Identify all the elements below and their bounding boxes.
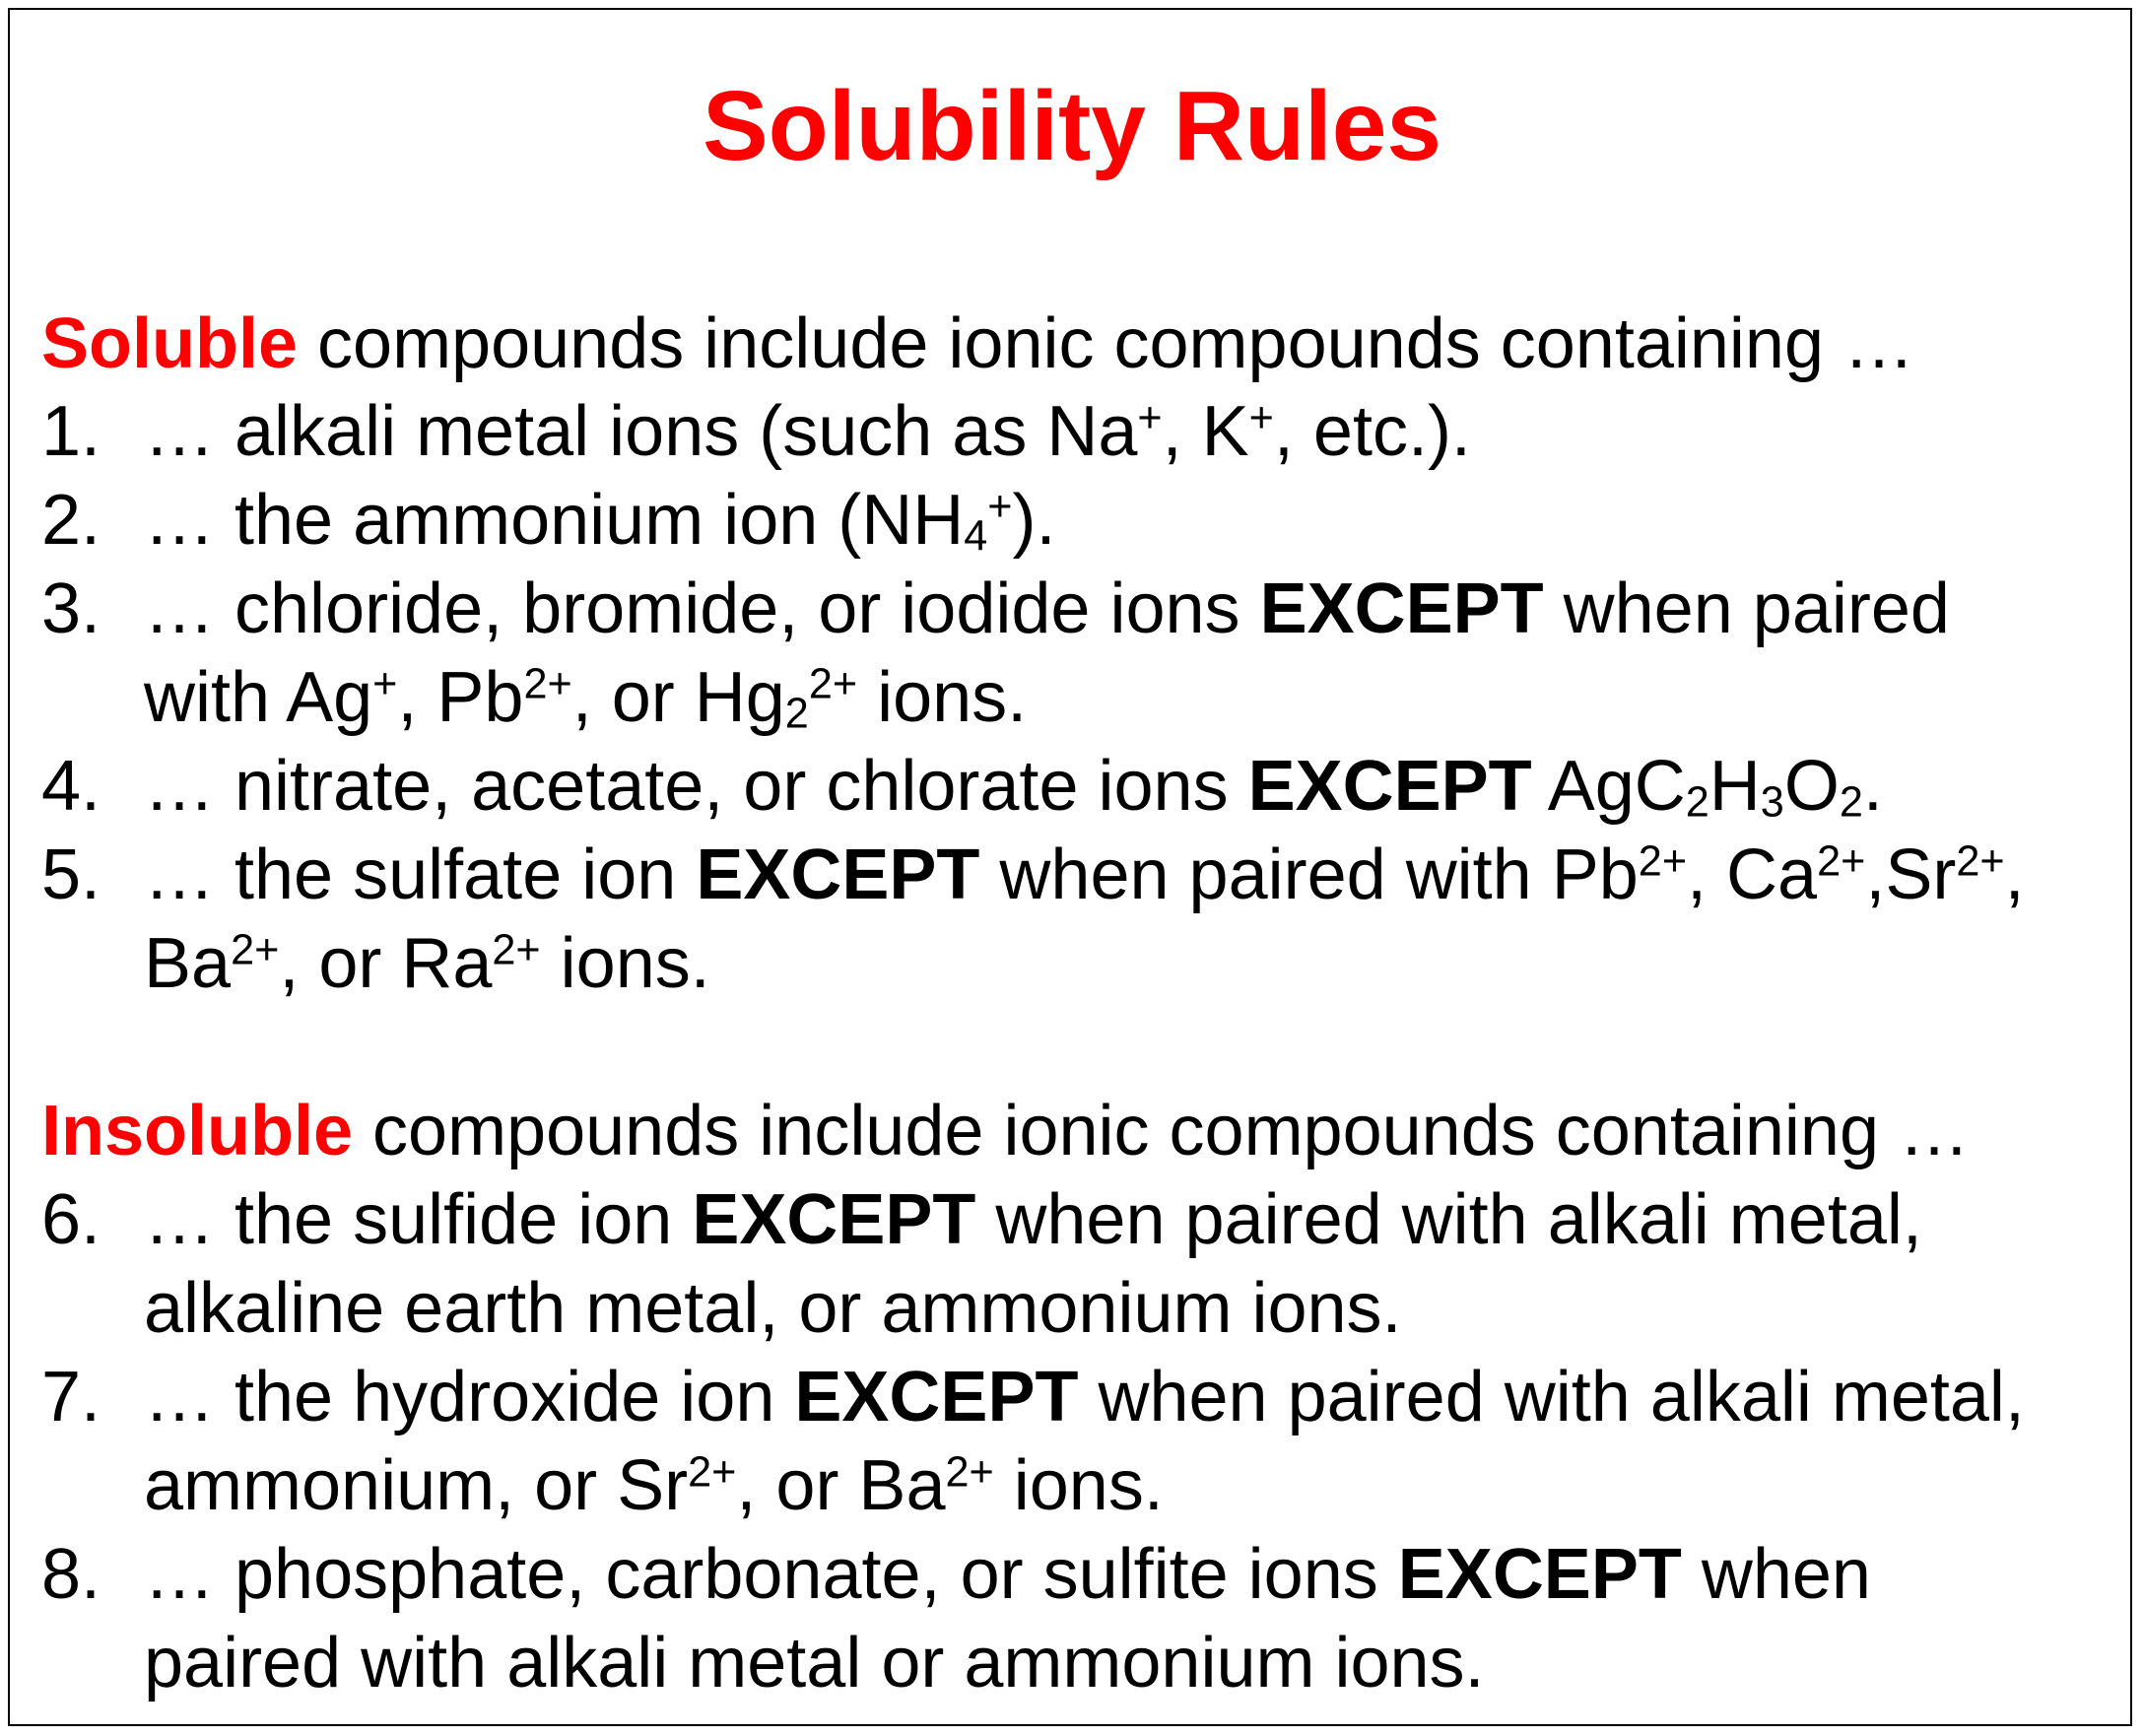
page-title: Solubility Rules	[702, 71, 1442, 181]
rule-4-text: … nitrate, acetate, or chlorate ions EXCEPT AgC2H3O2.	[144, 747, 1883, 827]
rule-2-text: … the ammonium ion (NH4+).	[144, 481, 1056, 561]
rule-number: 4.	[41, 747, 101, 826]
except-label: EXCEPT	[794, 1358, 1079, 1436]
rule-1-text: … alkali metal ions (such as Na+, K+, etc.).	[144, 392, 1471, 471]
rule-8-text-continued: paired with alkali metal or ammonium ions.	[144, 1624, 1485, 1703]
rule-3-text: … chloride, bromide, or iodide ions EXCEPT when paired	[144, 569, 1950, 648]
rule-6-text-continued: alkaline earth metal, or ammonium ions.	[144, 1269, 1402, 1348]
rule-5-text: … the sulfate ion EXCEPT when paired with $Pb^{2+}$, $Ca^{2+},Sr^{2+}$,	[144, 835, 2025, 914]
rule-number: 3.	[41, 569, 101, 648]
rule-number: 5.	[41, 835, 101, 914]
rule-number: 8.	[41, 1535, 101, 1614]
insoluble-intro	[41, 1092, 1971, 1170]
except-label: EXCEPT	[1259, 569, 1544, 648]
rule-number: 2.	[41, 481, 101, 560]
except-label: EXCEPT	[696, 835, 980, 914]
soluble-intro	[41, 304, 1915, 383]
soluble-keyword: Soluble	[41, 304, 299, 383]
rule-number: 1.	[41, 392, 101, 471]
insoluble-intro-text: compounds include ionic compounds containing …	[353, 1092, 1971, 1170]
rule-number: 6.	[41, 1180, 101, 1259]
rule-3-text-continued: with Ag+, $Pb^{2+}$, or $Hg2^{2+}$ ions.	[144, 658, 1028, 738]
rule-number: 7.	[41, 1358, 101, 1436]
except-label: EXCEPT	[692, 1180, 976, 1259]
soluble-intro-text: compounds include ionic compounds containing …	[298, 304, 1915, 383]
rule-7-text-continued: ammonium, or $Sr^{2+}$, or $Ba^{2+}$ ions.	[144, 1446, 1164, 1525]
rule-5-text-continued: $Ba^{2+}$, or $Ra^{2+}$ ions.	[144, 924, 710, 1003]
insoluble-keyword: Insoluble	[41, 1092, 354, 1170]
except-label: EXCEPT	[1397, 1535, 1682, 1614]
rule-7-text: … the hydroxide ion EXCEPT when paired with alkali metal,	[144, 1358, 2025, 1436]
rule-8-text: … phosphate, carbonate, or sulfite ions EXCEPT when	[144, 1535, 1871, 1614]
rule-6-text: … the sulfide ion EXCEPT when paired with alkali metal,	[144, 1180, 1922, 1259]
except-label: EXCEPT	[1247, 747, 1532, 826]
